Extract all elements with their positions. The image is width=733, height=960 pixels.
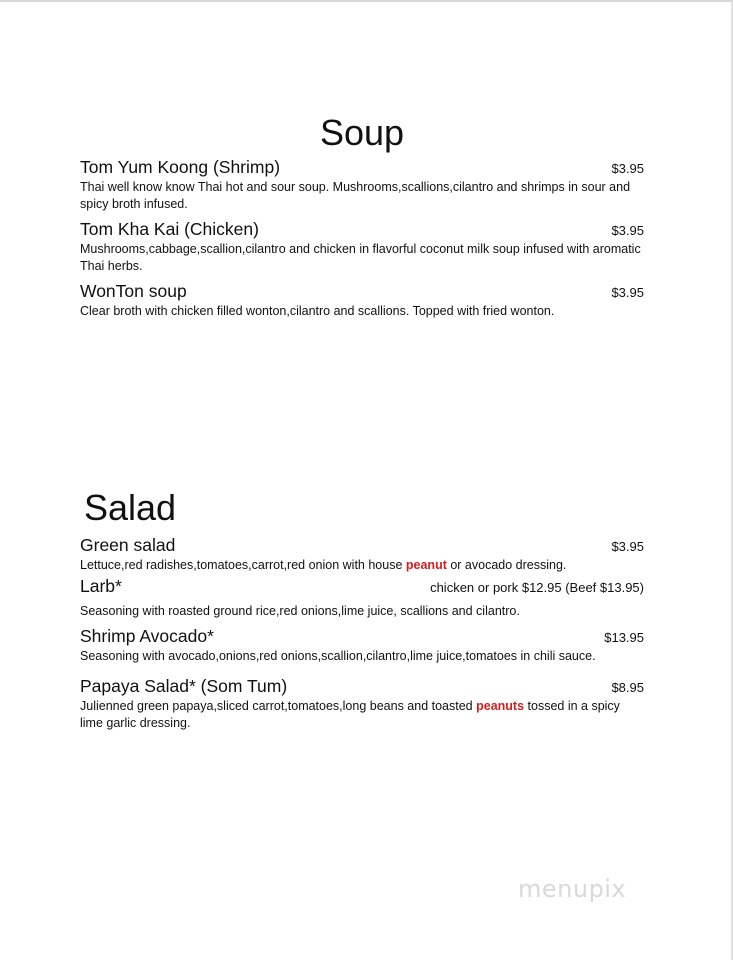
item-price: $13.95 bbox=[604, 630, 644, 645]
menu-item-tom-yum-koong bbox=[80, 157, 644, 213]
item-description: Thai well know know Thai hot and sour soup. Mushrooms,scallions,cilantro and shrimps in sour and spicy broth infused. bbox=[80, 180, 631, 211]
item-description: Seasoning with avocado,onions,red onions,scallion,cilantro,lime juice,tomatoes in chili sauce. bbox=[80, 649, 596, 663]
menupix-watermark: menupix bbox=[518, 875, 627, 903]
item-name: Larb* bbox=[80, 576, 122, 596]
item-price: $8.95 bbox=[611, 680, 644, 695]
item-name: Tom Kha Kai (Chicken) bbox=[80, 219, 259, 239]
desc-text: Julienned green papaya,sliced carrot,tomatoes,long beans and toasted bbox=[80, 699, 477, 713]
item-price: chicken or pork $12.95 (Beef $13.95) bbox=[430, 580, 644, 595]
item-description bbox=[80, 698, 644, 732]
item-name: Papaya Salad* (Som Tum) bbox=[80, 676, 288, 696]
item-name: Shrimp Avocado* bbox=[80, 626, 214, 646]
item-description: Mushrooms,cabbage,scallion,cilantro and chicken in flavorful coconut milk soup infused with aromatic Thai herbs. bbox=[80, 242, 641, 273]
menu-item-larb bbox=[80, 576, 644, 620]
item-name: Green salad bbox=[80, 535, 176, 555]
item-name: WonTon soup bbox=[80, 281, 187, 301]
item-description: Seasoning with roasted ground rice,red onions,lime juice, scallions and cilantro. bbox=[80, 604, 520, 618]
menu-item-wonton-soup bbox=[80, 281, 644, 320]
item-name: Tom Yum Koong (Shrimp) bbox=[80, 157, 281, 177]
allergen-highlight: peanuts bbox=[476, 699, 525, 713]
menu-item-shrimp-avocado bbox=[80, 626, 644, 665]
item-description bbox=[80, 557, 644, 574]
menu-item-papaya-salad bbox=[80, 676, 644, 732]
item-description: Clear broth with chicken filled wonton,cilantro and scallions. Topped with fried wonton. bbox=[80, 304, 555, 318]
desc-text: or avocado dressing. bbox=[446, 558, 567, 572]
desc-text: Lettuce,red radishes,tomatoes,carrot,red onion with house bbox=[80, 558, 406, 572]
item-price: $3.95 bbox=[611, 539, 644, 554]
soup-section-title: Soup bbox=[320, 112, 405, 153]
salad-section-title: Salad bbox=[84, 487, 177, 528]
menu-item-green-salad bbox=[80, 535, 644, 574]
menu-item-tom-kha-kai bbox=[80, 219, 644, 275]
item-price: $3.95 bbox=[611, 285, 644, 300]
item-price: $3.95 bbox=[611, 161, 644, 176]
item-price: $3.95 bbox=[611, 223, 644, 238]
allergen-highlight: peanut bbox=[405, 558, 447, 572]
desc-text: tossed in a spicy lime garlic dressing. bbox=[80, 699, 620, 730]
